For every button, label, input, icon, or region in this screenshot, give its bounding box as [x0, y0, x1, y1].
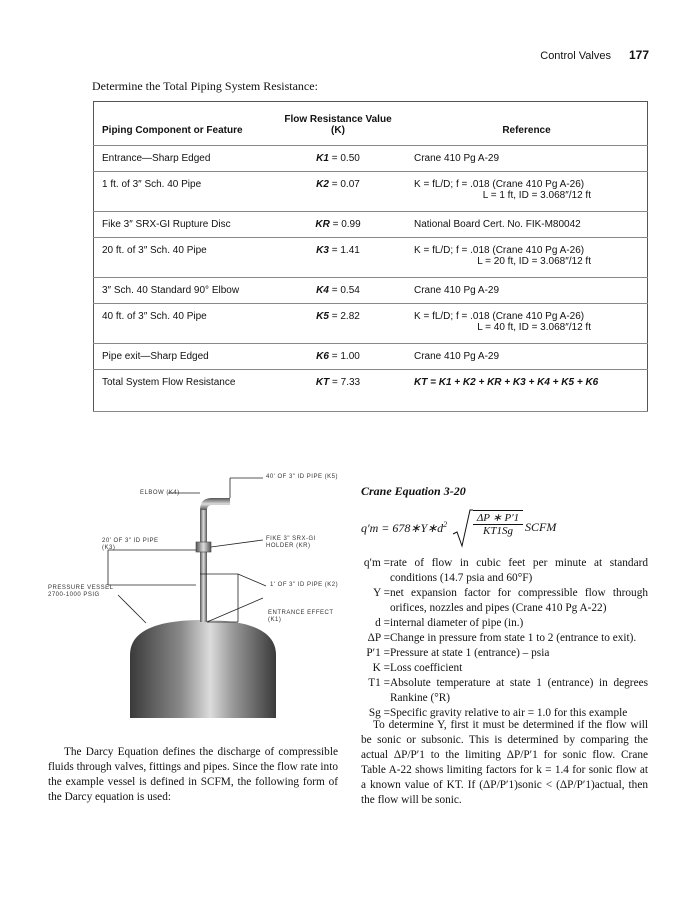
formula-exponent: 2: [443, 520, 448, 529]
sqrt-content: [473, 510, 523, 537]
definition-row: [356, 661, 648, 676]
formula-numerator: ΔP ∗ P′1: [473, 511, 523, 525]
k-number: = 0.07: [328, 179, 360, 190]
definition-row: [356, 616, 648, 631]
leader-vessel: [118, 595, 146, 623]
cell-value: [270, 278, 406, 304]
cell-component: Pipe exit—Sharp Edged: [94, 344, 271, 370]
formula-lhs: [361, 520, 447, 536]
def-symbol: T1 =: [368, 677, 390, 689]
def-text: net expansion factor for compressible flow through orifices, nozzles and pipes (Crane 410 Pg A-22): [390, 587, 648, 614]
formula-units: SCFM: [525, 520, 557, 534]
table-row: [94, 146, 648, 172]
def-symbol: K =: [372, 662, 390, 674]
def-text: Change in pressure from state 1 to 2 (entrance to exit).: [390, 632, 637, 644]
def-text: Absolute temperature at state 1 (entrance) in degrees Rankine (°R): [390, 677, 648, 704]
ref-line-2: L = 40 ft, ID = 3.068″/12 ft: [477, 322, 591, 333]
table-row: [94, 278, 648, 304]
def-text: rate of flow in cubic feet per minute at standard conditions (14.7 psia and 60°F): [390, 557, 648, 584]
k-number: = 1.41: [328, 245, 360, 256]
ref-line-2: L = 1 ft, ID = 3.068″/12 ft: [482, 190, 591, 201]
page-number: 177: [628, 48, 649, 62]
cell-reference: [406, 146, 648, 172]
def-symbol: ΔP =: [367, 632, 390, 644]
cell-component: Entrance—Sharp Edged: [94, 146, 271, 172]
ref-line: K = fL/D; f = .018 (Crane 410 Pg A-26): [414, 311, 585, 322]
k-number: = 0.54: [328, 285, 360, 296]
def-symbol: d =: [375, 617, 390, 629]
variable-definitions: [356, 556, 648, 721]
cell-reference: [406, 304, 648, 344]
table-row-total: [94, 370, 648, 412]
table-row: [94, 212, 648, 238]
label-entrance-effect: ENTRANCE EFFECT (K1): [268, 610, 334, 623]
cell-reference: [406, 344, 648, 370]
col-header-value: Flow Resistance Value (K): [270, 102, 406, 146]
k-number: = 0.50: [328, 153, 360, 164]
table-row: [94, 238, 648, 278]
sqrt-sign: [451, 508, 473, 548]
label-disc-holder: FIKE 3" SRX-GI HOLDER (KR): [266, 536, 316, 549]
cell-component: 20 ft. of 3″ Sch. 40 Pipe: [94, 238, 271, 278]
darcy-intro-paragraph: The Darcy Equation defines the discharge of compressible fluids through valves, fittings and pipes. Since the flow rate into the example vessel is defined in SCFM, the following form of the Darcy equation is used:: [48, 746, 338, 803]
k-symbol: K4: [316, 285, 329, 296]
ref-line-2: L = 20 ft, ID = 3.068″/12 ft: [477, 256, 591, 267]
definition-row: [356, 556, 648, 586]
def-text: Loss coefficient: [390, 662, 463, 674]
cell-value: [270, 146, 406, 172]
def-symbol: Y =: [373, 587, 390, 599]
cell-component: Total System Flow Resistance: [94, 370, 271, 412]
def-text: Pressure at state 1 (entrance) – psia: [390, 647, 550, 659]
leader-entrance: [207, 598, 263, 622]
cell-component: 1 ft. of 3″ Sch. 40 Pipe: [94, 172, 271, 212]
k-symbol: KT: [315, 377, 330, 388]
definition-row: [356, 586, 648, 616]
label-pipe-20ft: 20' OF 3" ID PIPE (K3): [102, 538, 159, 551]
def-symbol: P′1 =: [366, 647, 390, 659]
cell-value: [270, 370, 406, 412]
cell-value: [270, 304, 406, 344]
rupture-disc-holder: [196, 542, 211, 552]
cell-reference: [406, 172, 648, 212]
k-number: = 7.33: [329, 377, 361, 388]
col-header-reference: Reference: [406, 102, 648, 146]
def-symbol: Sg =: [368, 707, 390, 719]
leader-holder: [211, 540, 263, 547]
cell-value: [270, 238, 406, 278]
elbow-fitting: [200, 498, 230, 510]
dim-line-1ft: [200, 574, 266, 622]
ref-line: K = fL/D; f = .018 (Crane 410 Pg A-26): [414, 245, 585, 256]
dim-line-20ft: [108, 550, 196, 585]
k-number: = 2.82: [328, 311, 360, 322]
cell-reference: [406, 370, 648, 412]
ref-line: Crane 410 Pg A-29: [414, 153, 500, 164]
ref-line: Crane 410 Pg A-29: [414, 285, 500, 296]
col-header-component: Piping Component or Feature: [94, 102, 271, 146]
resistance-table: [93, 101, 648, 412]
table-row: [94, 172, 648, 212]
k-symbol: K2: [316, 179, 329, 190]
cell-reference: [406, 238, 648, 278]
cell-component: 3″ Sch. 40 Standard 90° Elbow: [94, 278, 271, 304]
label-pressure-vessel: PRESSURE VESSEL 2700-1000 PSIG: [48, 585, 114, 598]
table-row: [94, 344, 648, 370]
pressure-vessel: [130, 620, 276, 718]
k-symbol: K3: [316, 245, 329, 256]
ref-line: KT = K1 + K2 + KR + K3 + K4 + K5 + K6: [414, 377, 599, 388]
k-number: = 0.99: [329, 219, 361, 230]
definition-row: [356, 646, 648, 661]
vertical-pipe: [200, 510, 207, 622]
k-number: = 1.00: [328, 351, 360, 362]
piping-system-figure: [48, 470, 353, 718]
cell-value: [270, 172, 406, 212]
def-symbol: q′m =: [363, 557, 390, 569]
equation-title: Crane Equation 3-20: [361, 484, 466, 498]
dim-line-40ft: [230, 478, 263, 498]
definition-row: [356, 631, 648, 646]
def-text: Specific gravity relative to air = 1.0 for this example: [390, 707, 628, 719]
ref-line: National Board Cert. No. FIK-M80042: [414, 219, 581, 230]
cell-component: 40 ft. of 3″ Sch. 40 Pipe: [94, 304, 271, 344]
cell-value: [270, 344, 406, 370]
cell-reference: [406, 212, 648, 238]
k-symbol: KR: [315, 219, 330, 230]
label-pipe-1ft: 1' OF 3" ID PIPE (K2): [270, 582, 339, 588]
formula-lhs-text: q′m = 678∗Y∗d: [361, 521, 444, 535]
running-header-title: Control Valves: [540, 50, 611, 62]
cell-component: Fike 3″ SRX-GI Rupture Disc: [94, 212, 271, 238]
def-text: internal diameter of pipe (in.): [390, 617, 524, 629]
running-header: [540, 48, 649, 62]
k-symbol: K1: [316, 153, 329, 164]
intro-text: Determine the Total Piping System Resistance:: [92, 79, 318, 93]
cell-value: [270, 212, 406, 238]
ref-line: Crane 410 Pg A-29: [414, 351, 500, 362]
table-header-row: [94, 102, 648, 146]
definition-row: [356, 676, 648, 706]
ref-line: K = fL/D; f = .018 (Crane 410 Pg A-26): [414, 179, 585, 190]
cell-reference: [406, 278, 648, 304]
k-symbol: K6: [316, 351, 329, 362]
k-symbol: K5: [316, 311, 329, 322]
label-pipe-40ft: 40' OF 3" ID PIPE (K5): [266, 474, 338, 480]
label-elbow: ELBOW (K4): [140, 490, 180, 496]
sonic-flow-paragraph: To determine Y, first it must be determined if the flow will be sonic or subsonic. This is determined by comparing the actual ΔP/P′1 to the limiting ΔP/P′1 for sonic flow. Crane Table A-22 shows limiting factors for k = 1.4 for sonic flow at a known value of KT. If (ΔP/P′1)sonic < (ΔP/P′1)actual, then the flow will be sonic.: [361, 719, 648, 806]
table-row: [94, 304, 648, 344]
formula-denominator: KT1Sg: [483, 525, 513, 537]
